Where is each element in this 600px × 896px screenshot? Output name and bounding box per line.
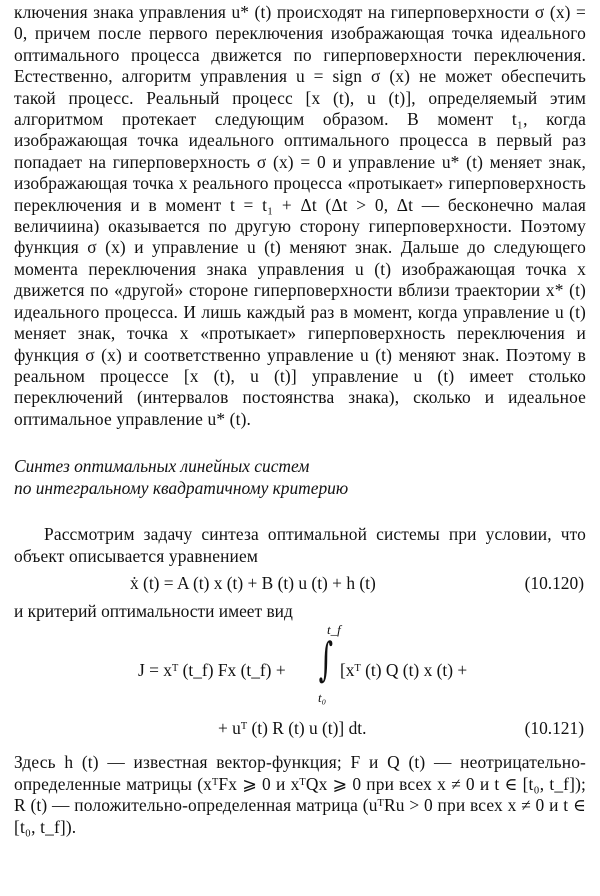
paragraph-problem-statement: Рассмотрим задачу синтеза оптимальной системы при условии, что объект описывается уравнением xyxy=(14,524,586,566)
equation-10-121 xyxy=(14,622,586,718)
paragraph-definitions: Здесь h (t) — известная вектор-функция; F и Q (t) — неотрицательно-определенные матрицы (xᵀFx ⩾ 0 и xᵀQx ⩾ 0 при всех x ≠ 0 и t ∈ [t₀, t_f]); R (t) — положительно-определенная матрица (uᵀRu > 0 при всех x ≠ 0 и t ∈ [t₀, t_f]). xyxy=(14,752,586,837)
page-content xyxy=(14,2,586,838)
equation-10-121-continuation: + uᵀ (t) R (t) u (t)] dt. xyxy=(218,718,367,739)
section-heading xyxy=(14,455,586,499)
equation-10-120-number: (10.120) xyxy=(524,572,584,593)
equation-10-121-number: (10.121) xyxy=(524,718,584,739)
paragraph-criterion-intro: и критерий оптимальности имеет вид xyxy=(14,600,293,621)
section-heading-line-2: по интегральному квадратичному критерию xyxy=(14,478,349,499)
equation-10-121-integrand: [xᵀ (t) Q (t) x (t) + xyxy=(340,660,468,681)
integral-sign: ∫ xyxy=(318,632,334,687)
paragraph-switching-process: ключения знака управления u* (t) происходят на гиперповерхности σ (x) = 0, причем после первого переключения изображающая точка идеального оптимального процесса движется по гиперповерхности переключения. Естественно, алгоритм управления u = sign σ (x) не может обеспечить такой процесс. Реальный процесс [x (t), u (t)], определяемый этим алгоритмом протекает следующим образом. В момент t₁, когда изображающая точка идеального оптимального процесса в первый раз попадает на гиперповерхность σ (x) = 0 и управление u* (t) меняет знак, изображающая точка x реального процесса «протыкает» гиперповерхность переключения и в момент t = t₁ + Δt (Δt > 0, Δt — бесконечно малая величиина) оказывается по другую сторону гиперповерхности. Поэтому функция σ (x) и управление u (t) меняют знак. Дальше до следующего момента переключения знака управления u (t) изображающая точка x движется по «другой» стороне гиперповерхности вблизи траектории x* (t) идеального процесса. И лишь каждый раз в момент, когда управление u (t) меняет знак, точка x «протыкает» гиперповерхность переключения и функция σ (x) и соответственно управление u (t) меняют знак. Поэтому в реальном процессе [x (t), u (t)] управление u (t) имеет столько переключений (интервалов постоянства знака), сколько и идеальное оптимальное управление u* (t). xyxy=(14,2,586,429)
section-heading-line-1: Синтез оптимальных линейных систем xyxy=(14,456,310,477)
equation-10-120-body: ẋ (t) = A (t) x (t) + B (t) u (t) + h (t) xyxy=(130,572,376,593)
integral-lower-limit: t₀ xyxy=(318,690,327,706)
equation-10-120 xyxy=(14,567,586,601)
equation-10-121-continuation-line xyxy=(14,718,586,748)
equation-10-121-lhs: J = xᵀ (t_f) Fx (t_f) + xyxy=(138,660,286,681)
integral-upper-limit: t_f xyxy=(327,622,341,638)
